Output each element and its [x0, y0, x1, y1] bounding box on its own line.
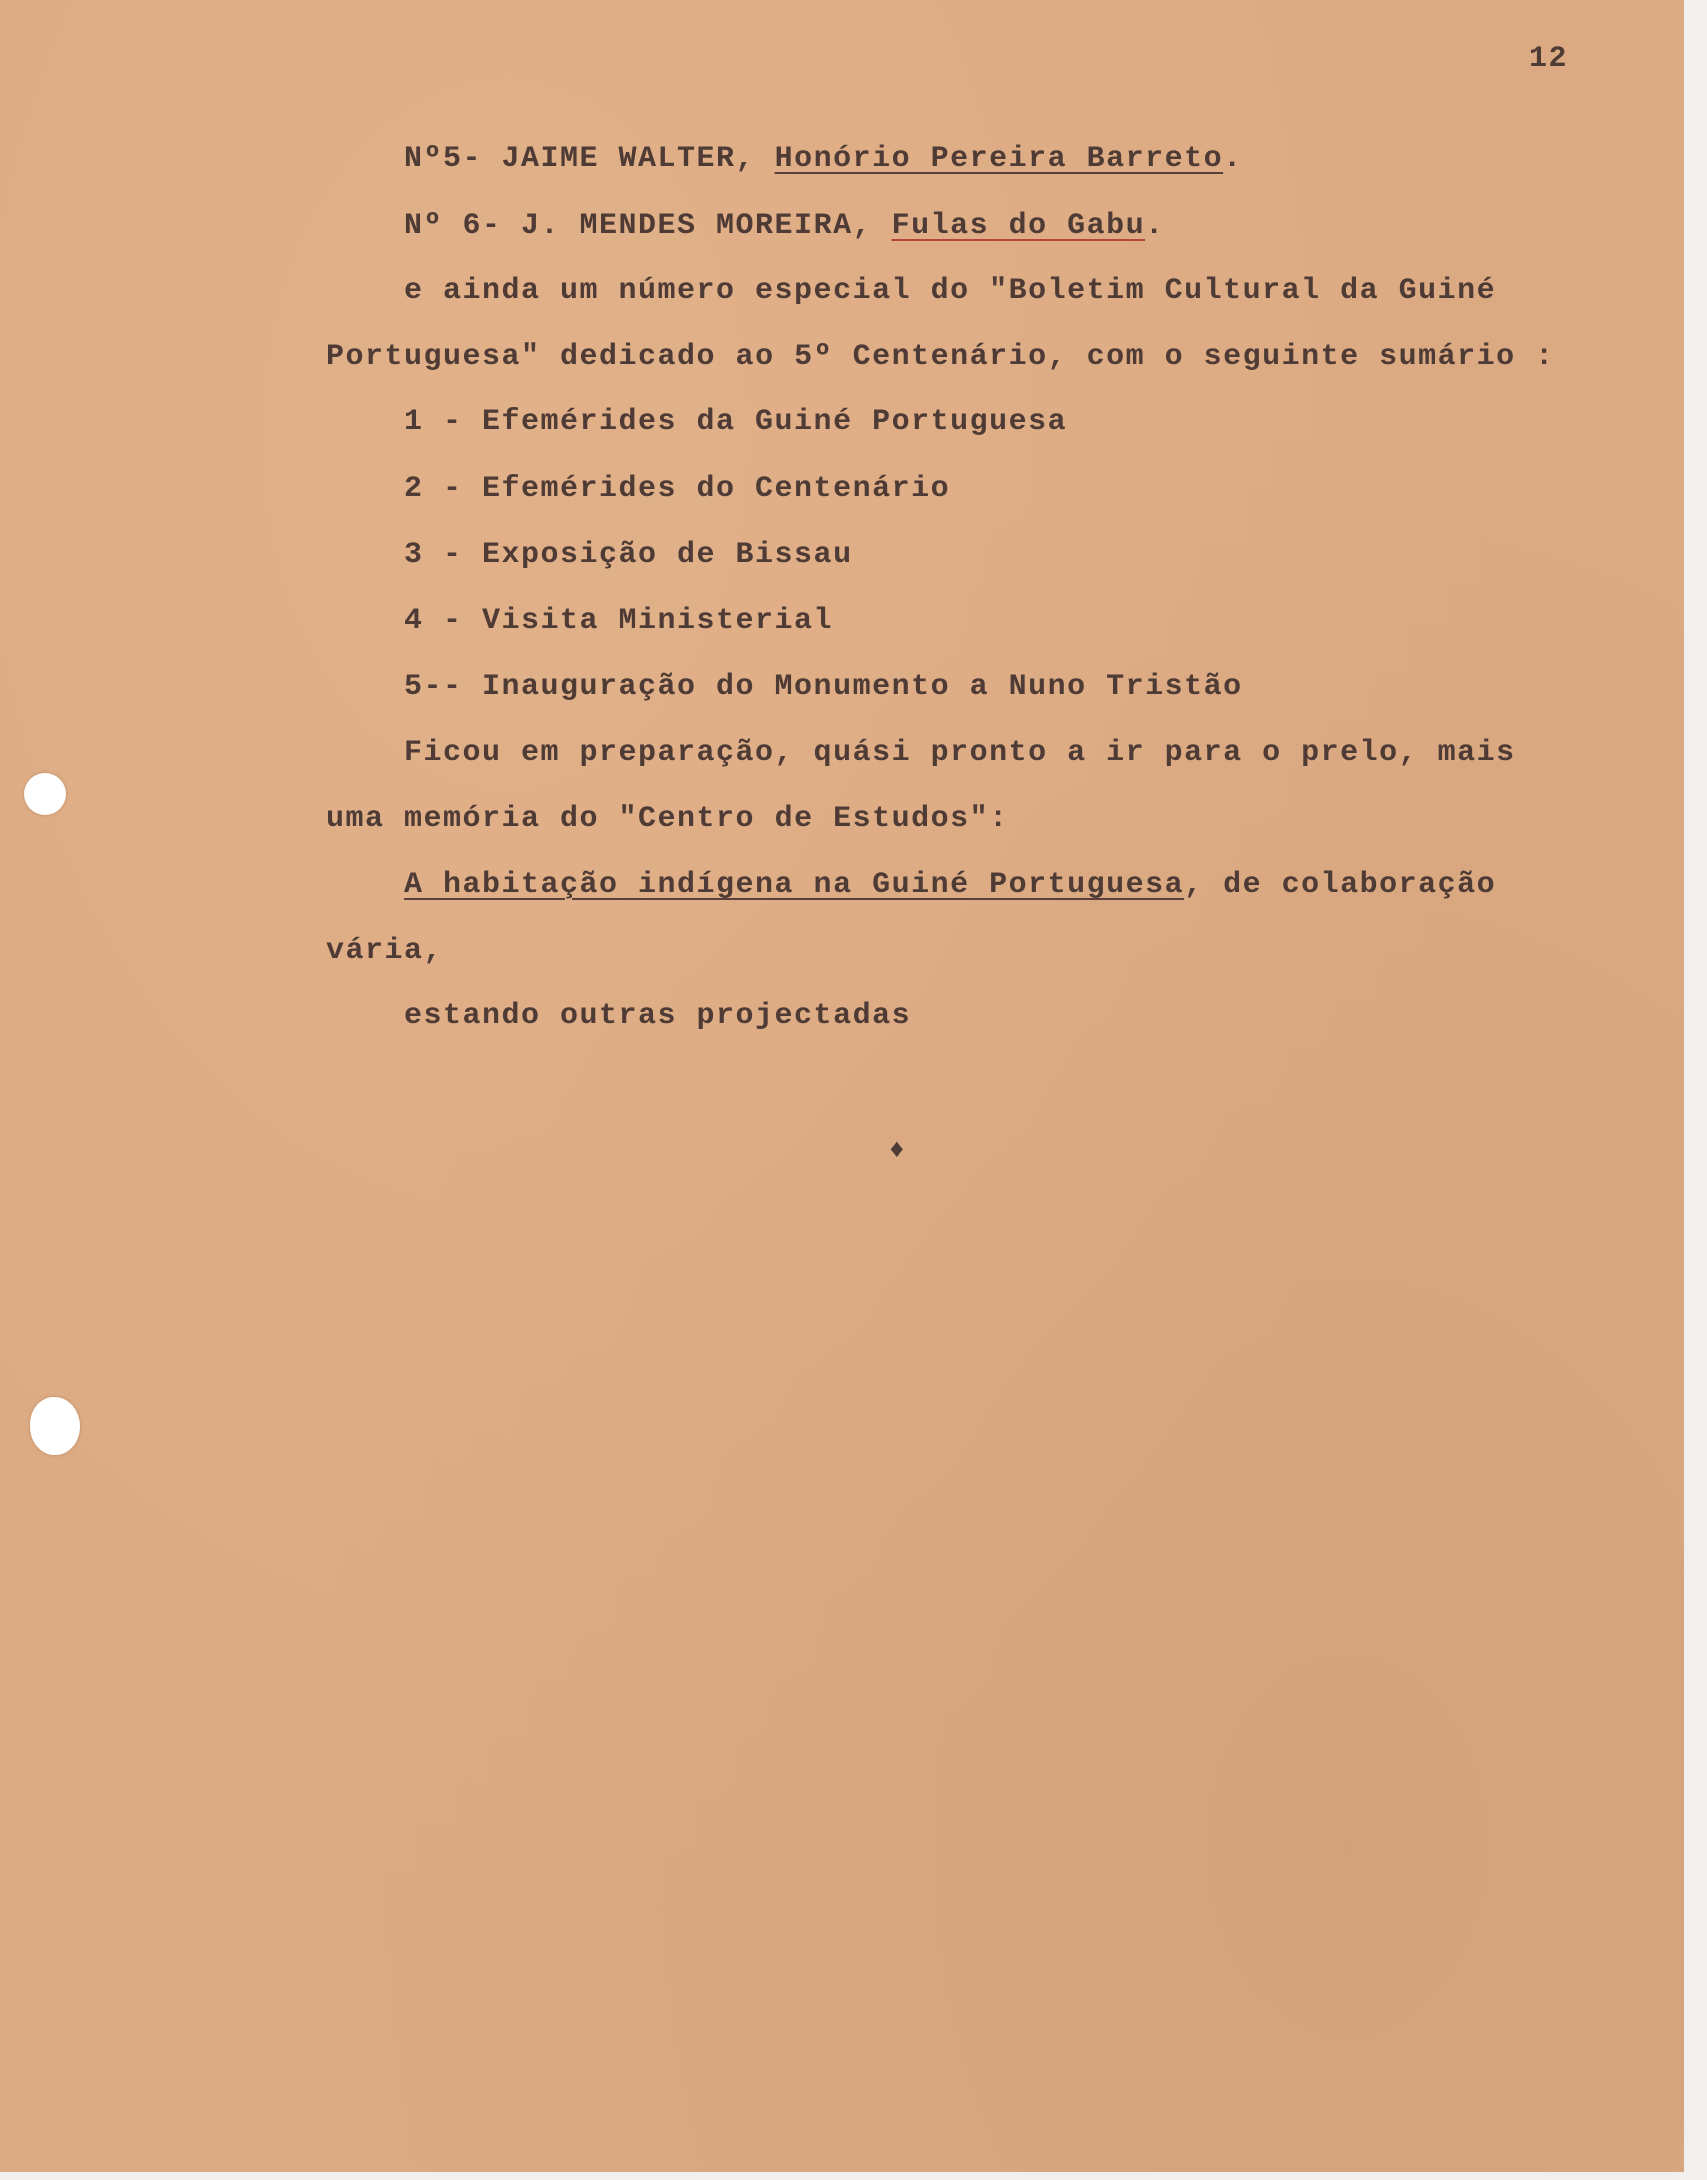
entry-5-number: Nº5‐: [404, 142, 483, 176]
entry-5-line: [404, 144, 1243, 174]
entry-6-title: Fulas do Gabu: [891, 209, 1146, 243]
memoir-line-2: vária,: [326, 934, 444, 968]
summary-item-2: 2 - Efemérides do Centenário: [404, 472, 951, 506]
memoir-rest: , de colaboração: [1184, 868, 1497, 902]
summary-item-4: 4 - Visita Ministerial: [404, 604, 834, 638]
memoir-line-1: [404, 870, 1496, 900]
summary-item-5: 5-- Inauguração do Monumento a Nuno Tristão: [404, 670, 1243, 704]
punch-hole-bottom: [30, 1397, 80, 1455]
special-issue-line-2: Portuguesa" dedicado ao 5º Centenário, com o seguinte sumário :: [326, 340, 1555, 374]
scan-margin-right: [1684, 0, 1707, 2180]
page-number: 12: [1529, 42, 1569, 76]
entry-6-number: Nº 6-: [404, 209, 502, 243]
entry-5-title: Honório Pereira Barreto: [774, 142, 1224, 176]
entry-6-end: .: [1145, 209, 1165, 243]
preparation-line-1: Ficou em preparação, quási pronto a ir para o prelo, mais: [404, 736, 1516, 770]
scan-margin-bottom: [0, 2172, 1707, 2180]
entry-6-author: J. MENDES MOREIRA,: [501, 209, 892, 243]
summary-item-1: 1 - Efemérides da Guiné Portuguesa: [404, 405, 1068, 439]
end-ornament-icon: ♦: [889, 1135, 907, 1165]
closing-line: estando outras projectadas: [404, 999, 912, 1033]
preparation-line-2: uma memória do "Centro de Estudos":: [326, 802, 1009, 836]
summary-item-3: 3 - Exposição de Bissau: [404, 538, 853, 572]
entry-6-line: [404, 211, 1165, 241]
entry-5-end: .: [1223, 142, 1243, 176]
memoir-title: A habitação indígena na Guiné Portuguesa: [404, 868, 1185, 902]
special-issue-line-1: e ainda um número especial do "Boletim Cultural da Guiné: [404, 274, 1497, 308]
punch-hole-top: [24, 773, 66, 815]
entry-5-author: JAIME WALTER,: [482, 142, 775, 176]
